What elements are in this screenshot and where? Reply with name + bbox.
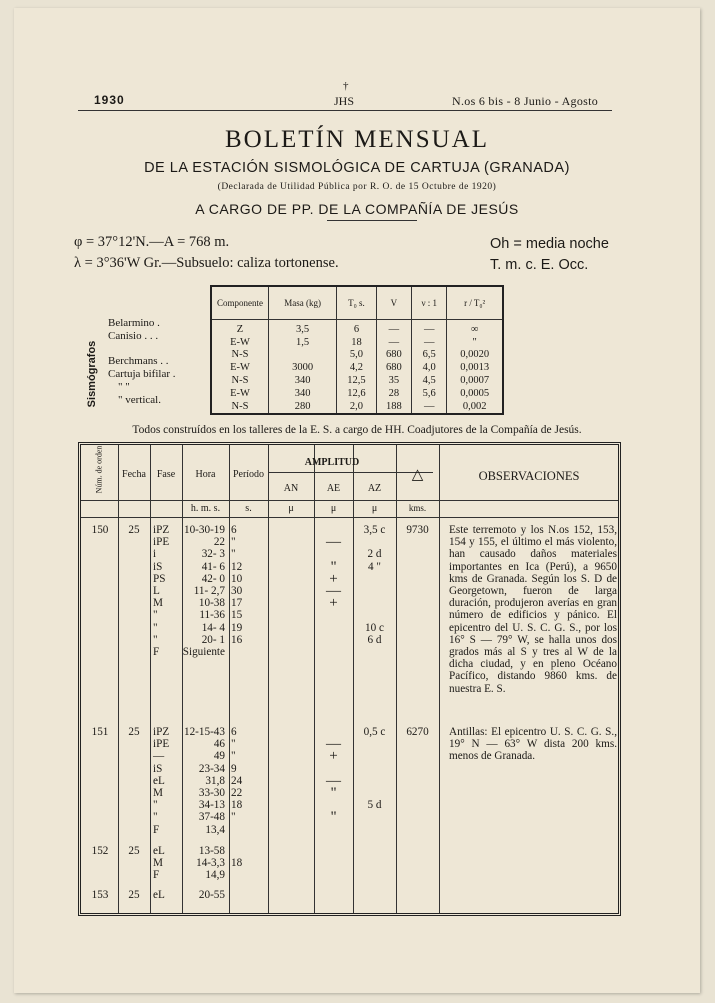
periodo-cell: 16 <box>231 633 243 646</box>
periodo-cell: " <box>231 750 236 763</box>
instrument-cell: — <box>412 400 447 413</box>
header-num: Núm. de orden <box>94 445 104 494</box>
hora-cell: 23-34 <box>198 762 225 775</box>
periodo-cell: 22 <box>231 787 243 799</box>
fase-cell: " <box>153 633 158 646</box>
fase-cell: iPZ <box>153 726 170 738</box>
periodo-cell: 9 <box>231 762 237 775</box>
periodo-cell: 19 <box>231 621 243 634</box>
header-year: 1930 <box>94 93 125 107</box>
entry-number: 151 <box>91 726 109 738</box>
hora-cell: 14,9 <box>205 869 225 882</box>
az-cell: 2 d <box>367 548 382 561</box>
periodo-cell: " <box>231 738 236 751</box>
instrument-cell: 3000 <box>269 362 337 375</box>
periodo-cell: 10 <box>231 572 243 585</box>
fase-cell: eL <box>153 889 165 901</box>
instrument-cell: 4,0 <box>412 362 447 375</box>
instrument-cell: " <box>447 336 502 349</box>
entry-date: 25 <box>128 889 140 901</box>
hora-cell: Siguiente <box>182 646 225 658</box>
hora-cell: 14- 4 <box>201 621 225 634</box>
instrument-cell: 188 <box>376 400 411 413</box>
ae-cell: — <box>326 534 341 551</box>
az-cell: 4 " <box>368 560 381 573</box>
ae-cell: + <box>329 748 338 765</box>
page-subtitle: DE LA ESTACIÓN SISMOLÓGICA DE CARTUJA (GRANADA) <box>144 160 570 176</box>
instrument-cell: 2,0 <box>337 400 377 413</box>
hora-cell: 41- 6 <box>201 560 225 573</box>
periodo-cell: 18 <box>231 857 243 870</box>
instrument-name: Belarmino . <box>108 317 160 329</box>
fase-cell: " <box>153 811 158 824</box>
hora-cell: 11- 2,7 <box>193 585 225 597</box>
instrument-cell: 0,002 <box>447 400 502 413</box>
periodo-cell: " <box>231 548 236 561</box>
instrument-name: Canisio . . . <box>108 329 159 342</box>
hora-cell: 46 <box>213 738 225 751</box>
hora-cell: 42- 0 <box>201 572 225 585</box>
hora-cell: 49 <box>213 750 225 763</box>
header-jhs: JHS <box>334 94 355 108</box>
ae-cell: + <box>329 570 338 587</box>
fase-cell: M <box>153 597 163 610</box>
fase-cell: iPE <box>153 738 170 751</box>
sismografos-label: Sismógrafos <box>86 340 98 408</box>
entry-distance: 6270 <box>406 726 429 738</box>
periodo-cell: " <box>231 811 236 824</box>
instrument-name <box>108 343 208 356</box>
header-delta: △ <box>411 467 424 483</box>
instrument-cell <box>269 349 337 362</box>
az-cell: 6 d <box>367 633 382 646</box>
hora-cell: 32- 3 <box>201 548 225 561</box>
hora-cell: 10-38 <box>198 597 225 610</box>
time-note: T. m. c. E. Occ. <box>490 257 589 273</box>
fase-cell: F <box>153 823 160 836</box>
instrument-name: Berchmans . . <box>108 355 169 368</box>
entry-date: 25 <box>128 845 140 857</box>
instrument-table <box>210 285 504 415</box>
instrument-row <box>212 387 502 400</box>
instrument-name: Cartuja bifilar . <box>108 368 176 381</box>
instrument-cell: E-W <box>230 336 250 348</box>
instrument-cell: 4,5 <box>412 375 447 388</box>
instrument-row <box>212 336 502 349</box>
entry-date: 25 <box>128 726 140 738</box>
col-header: Masa (kg) <box>269 287 337 320</box>
instrument-cell: 6,5 <box>412 349 447 362</box>
cargo-rule <box>327 220 417 221</box>
unit-ae: μ <box>330 503 337 514</box>
fase-cell: iS <box>153 560 163 573</box>
periodo-cell: 15 <box>231 609 243 622</box>
instrument-cell: — <box>376 336 411 349</box>
unit-periodo: s. <box>245 503 252 514</box>
declaration: (Declarada de Utilidad Pública por R. O. de 15 Octubre de 1920) <box>217 182 497 192</box>
instrument-cell: 28 <box>376 387 411 400</box>
unit-an: μ <box>288 503 294 514</box>
ae-cell: — <box>326 772 341 789</box>
col-header: Componente <box>212 287 269 320</box>
instrument-name: " vertical. <box>118 393 161 406</box>
instrument-cell: 0,0005 <box>447 387 502 400</box>
header-issue: N.os 6 bis - 8 Junio - Agosto <box>452 94 599 108</box>
fase-cell: L <box>153 585 160 597</box>
built-note: Todos construídos en los talleres de la E. S. a cargo de HH. Coadjutores de la Compañía de Jesús. <box>132 424 582 436</box>
instrument-row <box>212 362 502 375</box>
az-cell: 0,5 c <box>363 726 386 738</box>
fase-cell: M <box>153 857 163 870</box>
instrument-cell: 35 <box>376 375 411 388</box>
entry-number: 150 <box>91 524 109 536</box>
instrument-cell: 6 <box>337 320 377 336</box>
instrument-cell: 5,0 <box>337 349 377 362</box>
col-header: T₀ s. <box>337 287 377 320</box>
header-fase: Fase <box>156 469 176 480</box>
hora-cell: 13,4 <box>205 823 225 836</box>
header-rule <box>78 110 612 111</box>
hora-cell: 33-30 <box>198 787 225 799</box>
col-header: r / T₀² <box>447 287 502 320</box>
instrument-cell: 1,5 <box>269 336 337 349</box>
instrument-cell: 680 <box>376 349 411 362</box>
instrument-cell: N-S <box>231 349 249 361</box>
hora-cell: 13-58 <box>198 845 225 857</box>
instrument-cell: 0,0020 <box>447 349 502 362</box>
fase-cell: PS <box>153 572 166 585</box>
instrument-cell: 680 <box>376 362 411 375</box>
fase-cell: iPZ <box>153 524 170 536</box>
periodo-cell: 6 <box>231 524 237 536</box>
longitude-line: λ = 3°36'W Gr.—Subsuelo: caliza tortonense. <box>74 255 339 271</box>
header-az: AZ <box>367 483 382 494</box>
instrument-cell: 12,5 <box>337 375 377 388</box>
header-an: AN <box>283 483 299 494</box>
hora-cell: 37-48 <box>198 811 225 824</box>
hora-cell: 22 <box>213 536 225 549</box>
instrument-cell: — <box>376 320 411 336</box>
fase-cell: " <box>153 799 158 812</box>
hora-cell: 31,8 <box>205 774 225 787</box>
fase-cell: i <box>153 548 157 561</box>
header-ae: AE <box>326 483 341 494</box>
instrument-cell: N-S <box>231 400 249 412</box>
entry-number: 152 <box>91 845 109 857</box>
hora-cell: 20- 1 <box>201 633 225 646</box>
instrument-cell: 18 <box>337 336 377 349</box>
ae-cell: " <box>330 809 337 826</box>
fase-cell: M <box>153 787 163 799</box>
midnight-note: Oh = media noche <box>490 236 609 252</box>
header-fecha: Fecha <box>122 469 146 480</box>
periodo-cell: 12 <box>231 560 243 573</box>
instrument-row <box>212 320 502 336</box>
instrument-cell: — <box>412 320 447 336</box>
fase-cell: — <box>153 750 165 763</box>
fase-cell: iS <box>153 762 163 775</box>
az-cell: 5 d <box>367 799 382 812</box>
instrument-cell: ∞ <box>447 320 502 336</box>
entry-date: 25 <box>128 524 140 536</box>
instrument-row <box>212 375 502 388</box>
cross-icon: † <box>343 80 349 92</box>
instrument-names <box>108 317 208 407</box>
header-hora: Hora <box>195 469 216 480</box>
periodo-cell: 17 <box>231 597 243 610</box>
periodo-cell: 30 <box>231 585 243 597</box>
observation-text: Este terremoto y los N.os 152, 153, 154 y 155, el último el más violento, han causado daños materiales importantes en Ica (Perú), a 9650 kms de Granada. Según los S. D de Georgetown, fueron de larga duración, produjeron averías en gran número de edificios y pánico. El epicentro del U. S. C. G. S., por los 16° S — 79° W, se halla unos dos grados más al S y tres al W de la dicha ciudad, y en pleno Océano Pacífico, distando 9860 kms. de nuestra E. S. <box>449 524 617 695</box>
instrument-cell: 5,6 <box>412 387 447 400</box>
instrument-cell: E-W <box>230 362 250 374</box>
instrument-cell: 12,6 <box>337 387 377 400</box>
hora-cell: 14-3,3 <box>196 857 225 870</box>
header-periodo: Período <box>232 469 265 480</box>
instrument-cell: 0,0007 <box>447 375 502 388</box>
col-header: V <box>376 287 411 320</box>
ae-cell: + <box>329 595 338 612</box>
ae-cell: " <box>330 558 337 575</box>
unit-az: μ <box>371 503 378 514</box>
instrument-cell: 4,2 <box>337 362 377 375</box>
fase-cell: iPE <box>153 536 170 549</box>
periodo-cell: 18 <box>231 799 243 812</box>
ae-cell: — <box>326 583 341 599</box>
periodo-cell: 6 <box>231 726 237 738</box>
instrument-cell: E-W <box>230 387 250 399</box>
az-cell: 3,5 c <box>363 524 386 536</box>
hora-cell: 20-55 <box>198 889 225 901</box>
instrument-cell: 340 <box>269 387 337 400</box>
fase-cell: " <box>153 621 158 634</box>
latitude-line: φ = 37°12'N.—A = 768 m. <box>74 234 230 250</box>
fase-cell: F <box>153 869 160 882</box>
instrument-cell: Z <box>236 323 244 335</box>
instrument-name: " " <box>118 380 130 393</box>
fase-cell: eL <box>153 845 165 857</box>
periodo-cell: " <box>231 536 236 549</box>
hora-cell: 11-36 <box>199 609 225 622</box>
entry-distance: 9730 <box>406 524 429 536</box>
hora-cell: 12-15-43 <box>183 726 225 738</box>
instrument-row <box>212 400 502 413</box>
unit-delta: kms. <box>408 503 427 513</box>
header-amplitud: AMPLITUD <box>304 457 360 468</box>
page-title: BOLETÍN MENSUAL <box>224 126 489 153</box>
periodo-cell: 24 <box>231 774 243 787</box>
instrument-cell: 3,5 <box>269 320 337 336</box>
cargo-line: A CARGO DE PP. DE LA COMPAÑÍA DE JESÚS <box>195 201 519 217</box>
fase-cell: F <box>153 646 160 658</box>
az-cell: 10 c <box>365 621 384 634</box>
observation-text: Antillas: El epicentro U. S. C. G. S., 19° N — 63° W dista 200 kms. menos de Granada. <box>449 726 617 763</box>
fase-cell: eL <box>153 774 165 787</box>
col-header: ν : 1 <box>412 287 447 320</box>
instrument-cell: 0,0013 <box>447 362 502 375</box>
instrument-cell: 280 <box>269 400 337 413</box>
fase-cell: " <box>153 609 158 622</box>
instrument-row <box>212 349 502 362</box>
instrument-cell: N-S <box>231 375 249 387</box>
header-observaciones: OBSERVACIONES <box>478 469 580 483</box>
ae-cell: " <box>330 785 337 801</box>
ae-cell: — <box>326 736 341 753</box>
bulletin-page <box>14 8 700 993</box>
entry-number: 153 <box>91 889 109 901</box>
instrument-cell: — <box>412 336 447 349</box>
earthquake-table <box>78 442 621 916</box>
hora-cell: 34-13 <box>198 799 225 812</box>
unit-hora: h. m. s. <box>190 503 221 514</box>
hora-cell: 10-30-19 <box>183 524 225 536</box>
instrument-cell: 340 <box>269 375 337 388</box>
